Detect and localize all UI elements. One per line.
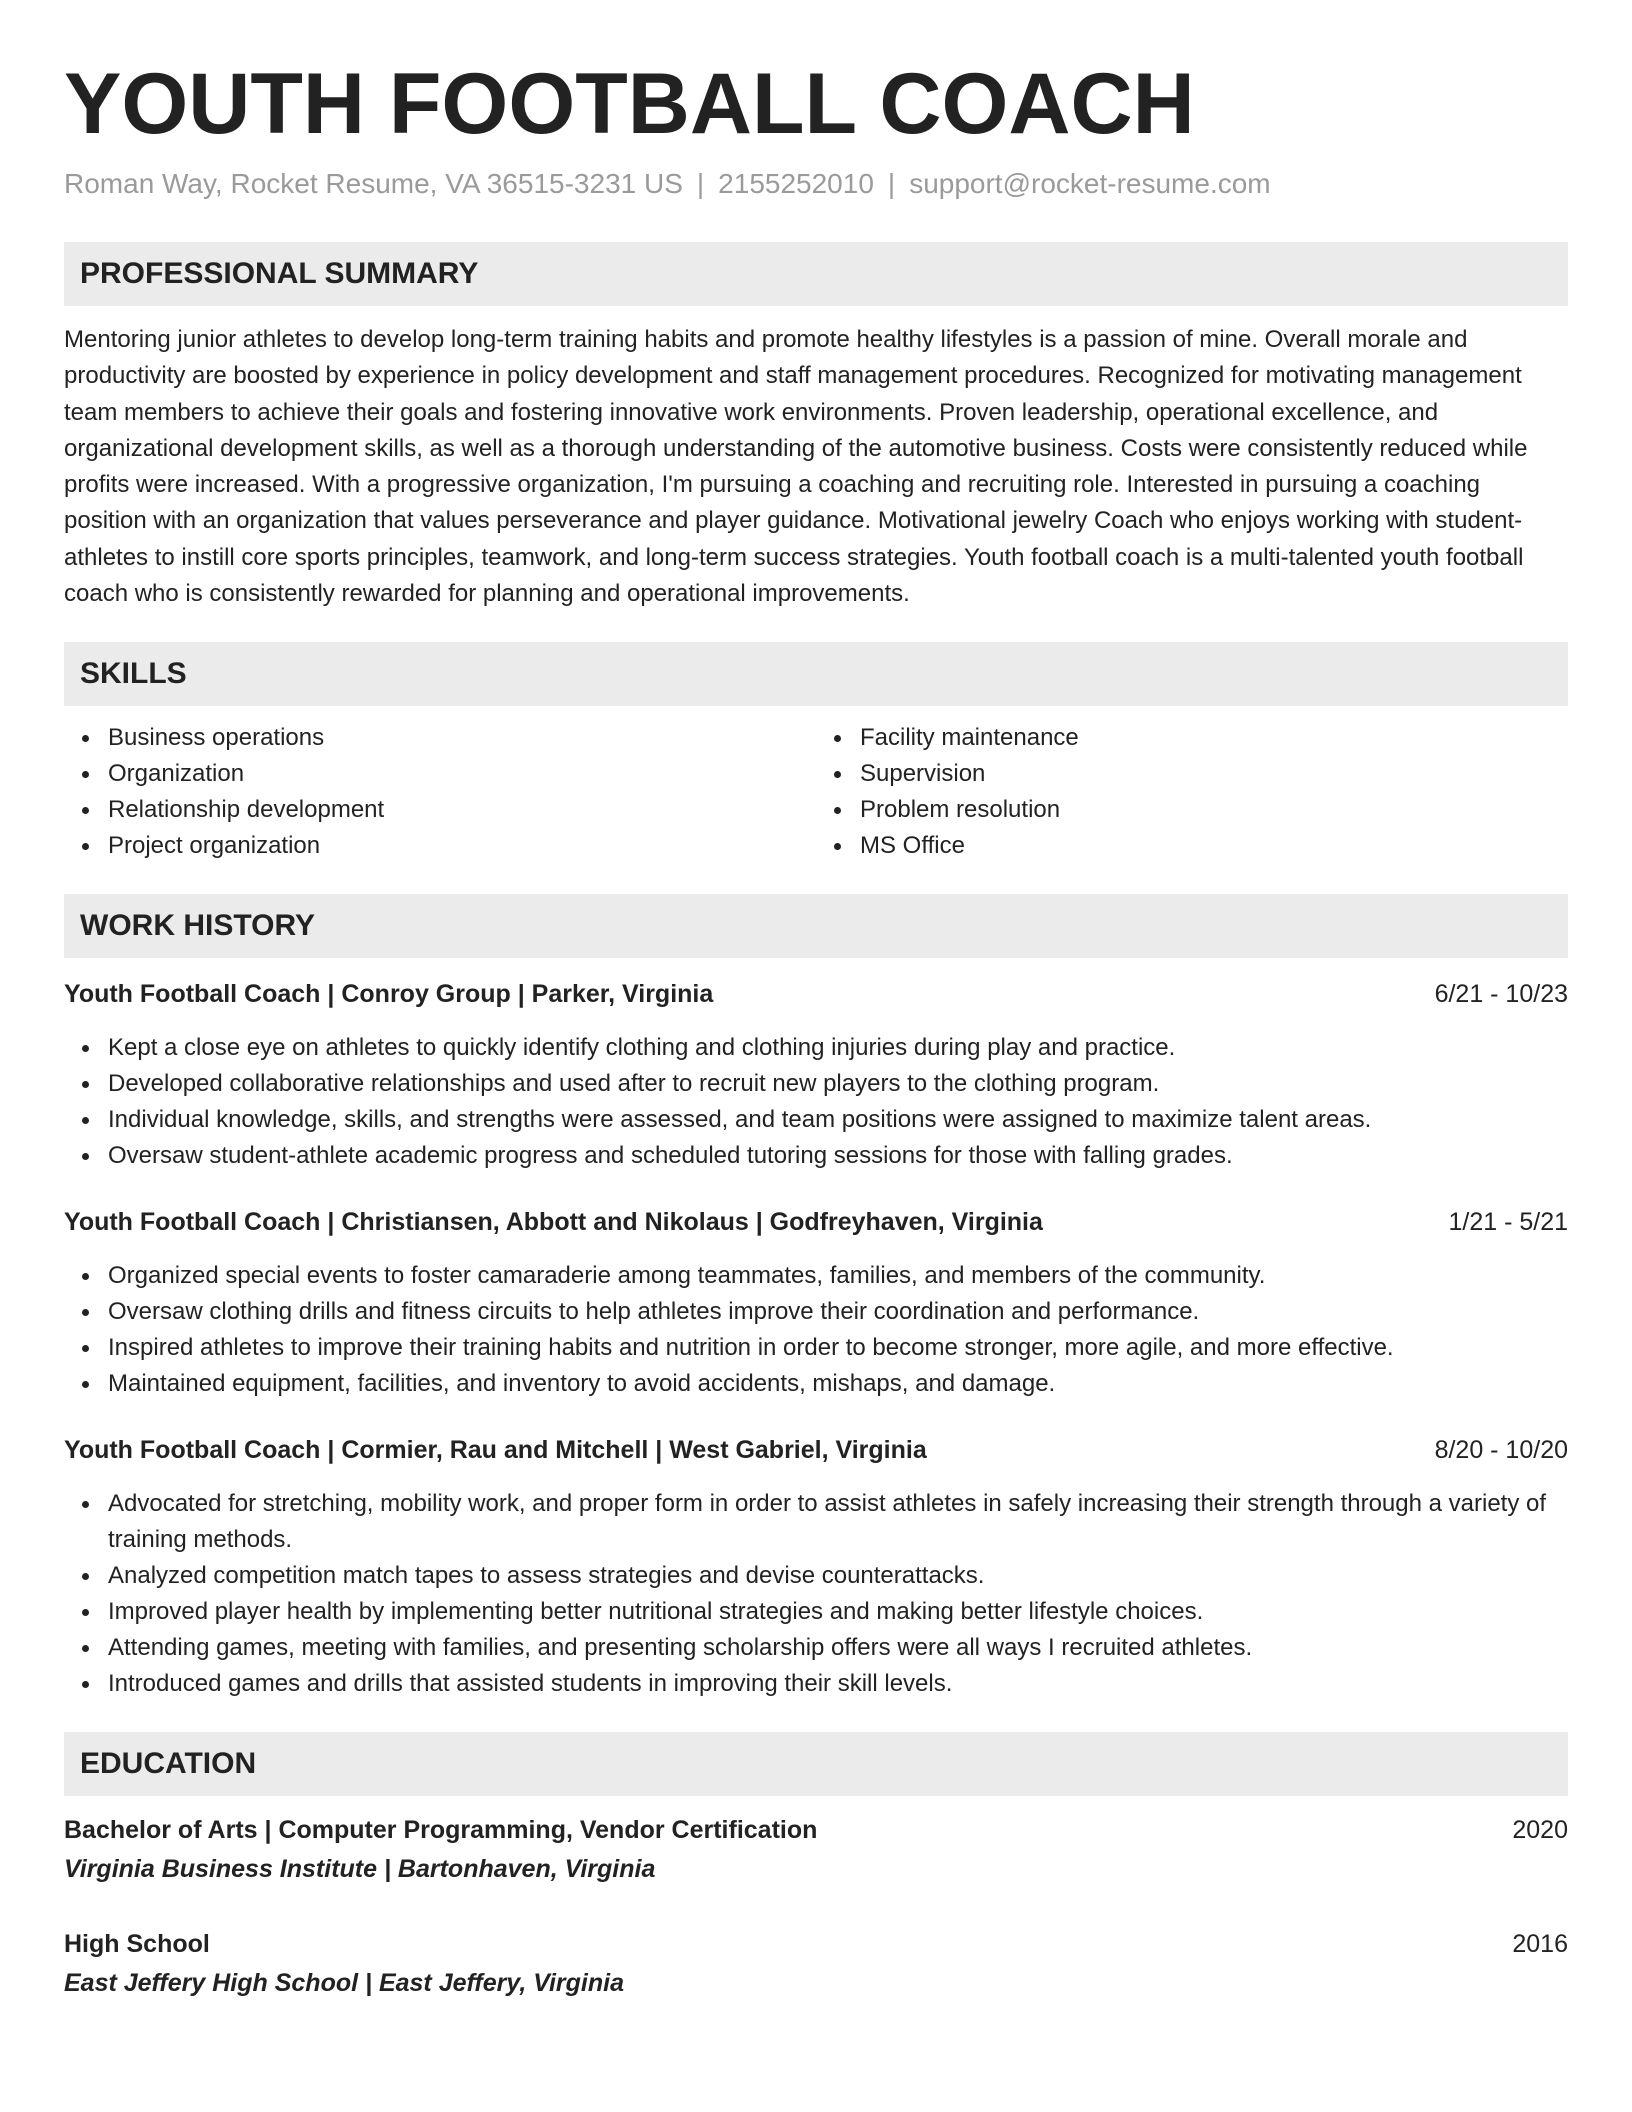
education-school: East Jeffery High School | East Jeffery, Virginia xyxy=(64,1969,624,1998)
job-bullet: Analyzed competition match tapes to assess strategies and devise counterattacks. xyxy=(108,1558,1568,1594)
skills-column-right xyxy=(816,720,1568,864)
job-bullet: Organized special events to foster camaraderie among teammates, families, and members of the community. xyxy=(108,1258,1568,1294)
contact-address: Roman Way, Rocket Resume, VA 36515-3231 US xyxy=(64,168,683,199)
job-bullet: Introduced games and drills that assisted students in improving their skill levels. xyxy=(108,1666,1568,1702)
education-year: 2016 xyxy=(1512,1930,1568,1959)
job-header xyxy=(64,1432,1568,1468)
job-header xyxy=(64,976,1568,1012)
job-bullet: Oversaw student-athlete academic progress and scheduled tutoring sessions for those with falling grades. xyxy=(108,1138,1568,1174)
resume-title: YOUTH FOOTBALL COACH xyxy=(64,56,1195,152)
job-dates: 1/21 - 5/21 xyxy=(1448,1208,1568,1237)
job-bullet: Developed collaborative relationships and used after to recruit new players to the clothing program. xyxy=(108,1066,1568,1102)
contact-separator: | xyxy=(696,168,705,199)
job-bullet: Oversaw clothing drills and fitness circuits to help athletes improve their coordination and performance. xyxy=(108,1294,1568,1330)
skill-item: Relationship development xyxy=(108,792,816,828)
job-bullets xyxy=(64,1258,1568,1402)
job-bullet: Maintained equipment, facilities, and inventory to avoid accidents, mishaps, and damage. xyxy=(108,1366,1568,1402)
skill-item: Facility maintenance xyxy=(860,720,1568,756)
skill-item: Organization xyxy=(108,756,816,792)
job-bullets xyxy=(64,1030,1568,1174)
skill-item: Project organization xyxy=(108,828,816,864)
job-entry xyxy=(64,1204,1568,1402)
contact-phone: 2155252010 xyxy=(718,168,874,199)
job-bullet: Individual knowledge, skills, and strengths were assessed, and team positions were assigned to maximize talent areas. xyxy=(108,1102,1568,1138)
job-bullets xyxy=(64,1486,1568,1702)
resume-page xyxy=(64,0,1568,2002)
job-entry xyxy=(64,1432,1568,1702)
skill-item: MS Office xyxy=(860,828,1568,864)
job-header xyxy=(64,1204,1568,1240)
section-heading-work: WORK HISTORY xyxy=(64,894,1568,958)
job-bullet: Advocated for stretching, mobility work, and proper form in order to assist athletes in safely increasing their strength through a variety of training methods. xyxy=(108,1486,1568,1558)
education-entry xyxy=(64,1926,1568,2002)
education-degree: High School xyxy=(64,1930,210,1959)
skill-item: Supervision xyxy=(860,756,1568,792)
job-bullet: Attending games, meeting with families, and presenting scholarship offers were all ways I recruited athletes. xyxy=(108,1630,1568,1666)
skills-list xyxy=(64,720,1568,864)
skill-item: Problem resolution xyxy=(860,792,1568,828)
section-heading-education: EDUCATION xyxy=(64,1732,1568,1796)
contact-line xyxy=(64,166,1568,202)
job-bullet: Inspired athletes to improve their training habits and nutrition in order to become stronger, more agile, and more effective. xyxy=(108,1330,1568,1366)
contact-email: support@rocket-resume.com xyxy=(909,168,1271,199)
education-header xyxy=(64,1812,1568,1848)
job-title: Youth Football Coach | Cormier, Rau and Mitchell | West Gabriel, Virginia xyxy=(64,1436,927,1465)
section-heading-summary: PROFESSIONAL SUMMARY xyxy=(64,242,1568,306)
summary-text: Mentoring junior athletes to develop long-term training habits and promote healthy lifestyles is a passion of mine. Overall morale and productivity are boosted by experience in policy development and staff management procedures. Recognized for motivating management team members to achieve their goals and fostering innovative work environments. Proven leadership, operational excellence, and organizational development skills, as well as a thorough understanding of the automotive business. Costs were consistently reduced while profits were increased. With a progressive organization, I'm pursuing a coaching and recruiting role. Interested in pursuing a coaching position with an organization that values perseverance and player guidance. Motivational jewelry Coach who enjoys working with student-athletes to instill core sports principles, teamwork, and long-term success strategies. Youth football coach is a multi-talented youth football coach who is consistently rewarded for planning and operational improvements. xyxy=(64,326,1528,608)
contact-separator: | xyxy=(887,168,896,199)
job-bullet: Kept a close eye on athletes to quickly identify clothing and clothing injuries during play and practice. xyxy=(108,1030,1568,1066)
education-school: Virginia Business Institute | Bartonhaven, Virginia xyxy=(64,1855,656,1884)
job-dates: 6/21 - 10/23 xyxy=(1434,980,1568,1009)
job-dates: 8/20 - 10/20 xyxy=(1434,1436,1568,1465)
job-entry xyxy=(64,976,1568,1174)
job-title: Youth Football Coach | Conroy Group | Parker, Virginia xyxy=(64,980,714,1009)
job-title: Youth Football Coach | Christiansen, Abbott and Nikolaus | Godfreyhaven, Virginia xyxy=(64,1208,1043,1237)
skills-column-left xyxy=(64,720,816,864)
skill-item: Business operations xyxy=(108,720,816,756)
education-degree: Bachelor of Arts | Computer Programming, Vendor Certification xyxy=(64,1816,818,1845)
job-bullet: Improved player health by implementing better nutritional strategies and making better lifestyle choices. xyxy=(108,1594,1568,1630)
education-entry xyxy=(64,1812,1568,1888)
education-header xyxy=(64,1926,1568,1962)
education-year: 2020 xyxy=(1512,1816,1568,1845)
section-heading-skills: SKILLS xyxy=(64,642,1568,706)
